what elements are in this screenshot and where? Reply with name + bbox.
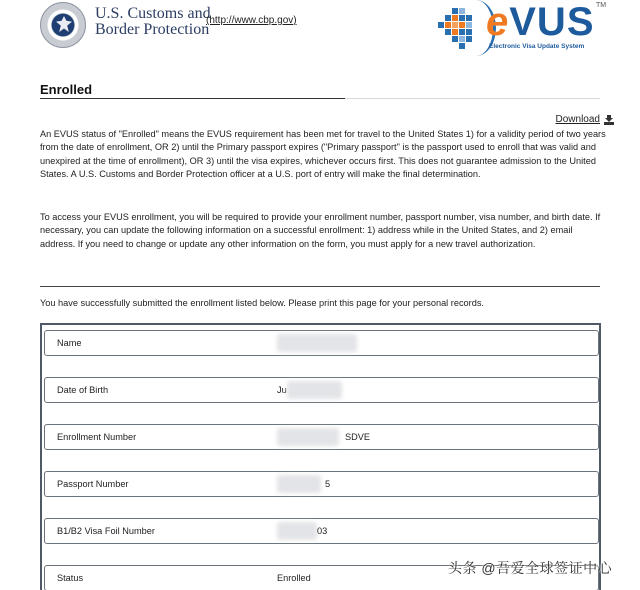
globe-icon [436,2,486,54]
redacted-value [277,428,339,446]
record-value: 5 [325,479,331,489]
page-title: Enrolled [40,82,93,97]
record-label: Enrollment Number [57,432,137,442]
redacted-value [287,381,342,399]
download-icon [604,115,614,125]
submit-confirmation: You have successfully submitted the enrollment listed below. Please print this page for your personal records. [40,298,484,308]
record-row-visa-foil-number [44,518,599,544]
dhs-seal-icon [40,2,86,48]
divider [40,286,600,287]
record-label: B1/B2 Visa Foil Number [57,526,155,536]
record-value: SDVE [345,432,371,442]
download-label: Download [555,114,600,125]
status-explanation: An EVUS status of "Enrolled" means the EVUS requirement has been met for travel to the United States 1) for a validity period of two years from the date of enrollment, OR 2) until the Primary passport expires ("Primary passport" is the passport used to enroll that was valid and unexpired at the time of enrollment), OR 3) until the visa expires, whichever occurs first. This does not guarantee admission to the United States. A U.S. Customs and Border Protection officer at a U.S. port of entry will make the final determination. [40,129,606,180]
record-value: Ju [277,385,287,395]
cbp-logo-text [95,6,211,38]
agency-name-line2: Border Protection [95,21,210,38]
trademark: TM [596,2,607,9]
record-row-name [44,330,599,356]
status-value: Enrolled [277,573,311,583]
access-instructions: To access your EVUS enrollment, you will be required to provide your enrollment number, passport number, visa number, and birth date. If necessary, you can update the following information on a successful enrollment: 1) address while in the United States, and 2) email address. If you need to change or update any other information on the form, you must apply for a new travel authorization. [40,212,601,249]
cbp-website-link[interactable]: (http://www.cbp.gov) [206,15,297,26]
record-row-passport-number [44,471,599,497]
record-label: Name [57,338,82,348]
eagle-icon [56,16,72,32]
record-row-dob [44,377,599,403]
enrollment-records [40,323,601,590]
watermark: 头条 @吾爱全球签证中心 [448,560,613,576]
download-link[interactable] [556,114,614,125]
evus-logo [436,2,636,60]
redacted-value [277,334,357,352]
record-label: Passport Number [57,479,129,489]
agency-name-line1: U.S. Customs and [95,5,211,22]
header [0,0,640,70]
record-row-enrollment-number [44,424,599,450]
evus-wordmark: eVUS [486,0,595,44]
record-label: Status [57,573,84,583]
record-label: Date of Birth [57,385,109,395]
divider-faint [345,98,600,99]
evus-subtitle: Electronic Visa Update System [489,43,585,50]
record-value: 03 [317,526,328,536]
redacted-value [277,522,317,540]
redacted-value [277,475,321,493]
